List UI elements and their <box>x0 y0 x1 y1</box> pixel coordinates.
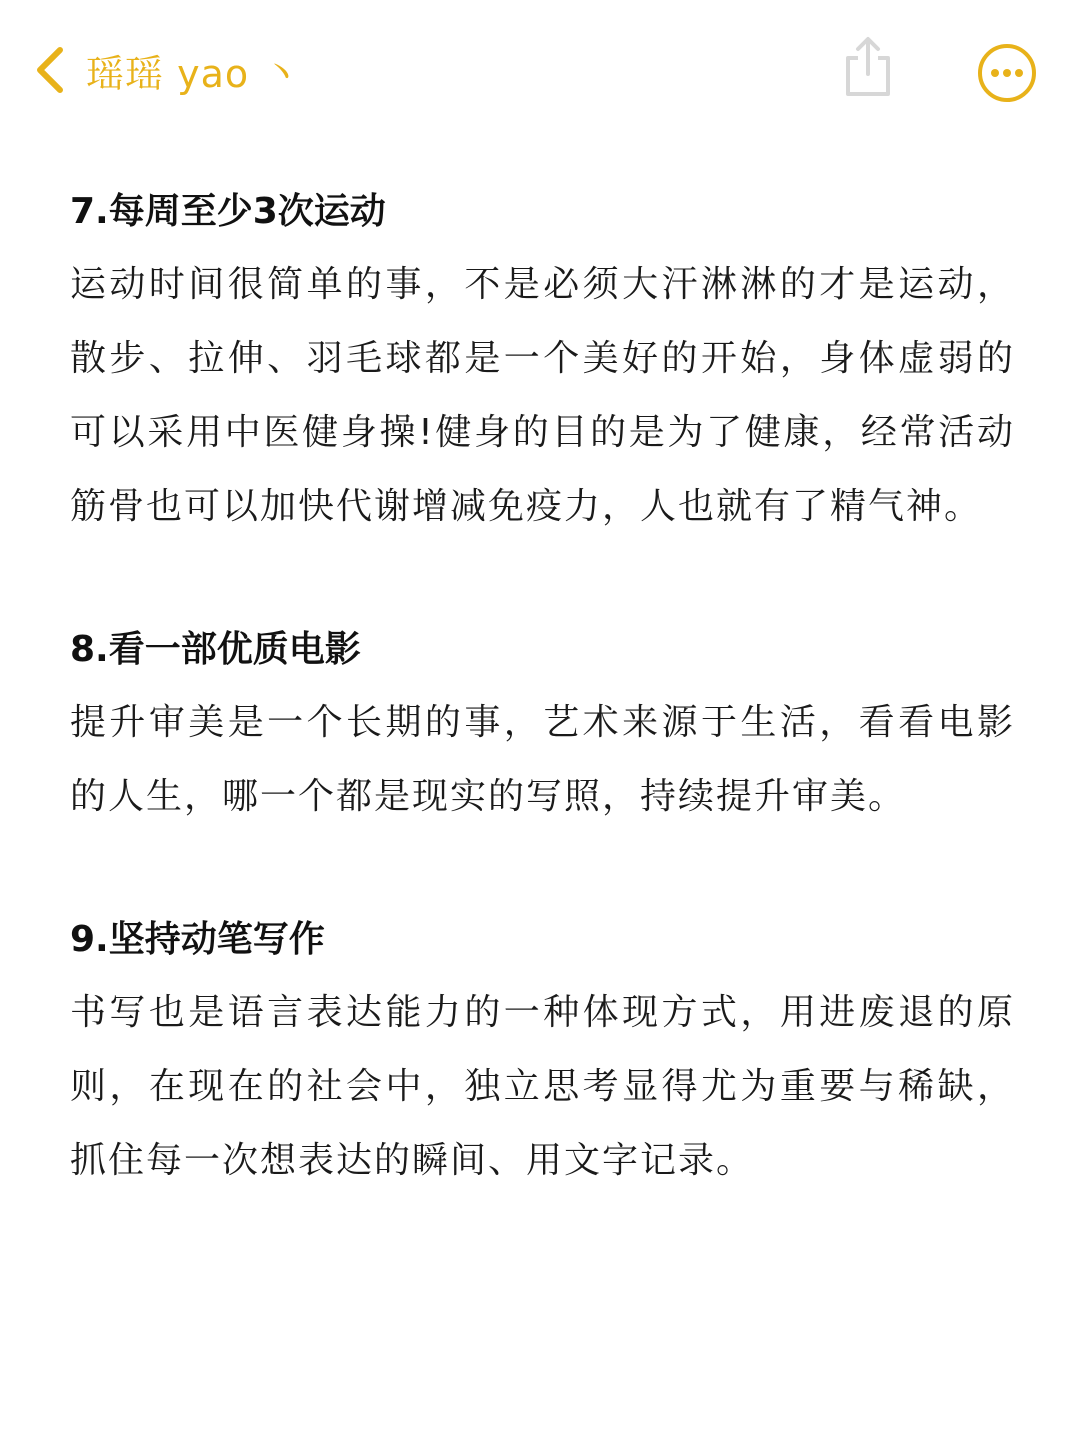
section-exercise <box>70 176 1015 544</box>
back-button[interactable] <box>30 38 301 102</box>
note-content <box>70 176 1015 1198</box>
author-name[interactable]: 瑶瑶 yao 丶 <box>86 51 302 96</box>
section-body: 运动时间很简单的事，不是必须大汗淋淋的才是运动，散步、拉伸、羽毛球都是一个美好的开始，身体虚弱的可以采用中医健身操!健身的目的是为了健康，经常活动筋骨也可以加快代谢增减免疫力，人也就有了精气神。 <box>70 264 1015 527</box>
section-heading: 8.看一部优质电影 <box>70 629 361 670</box>
more-icon[interactable] <box>976 42 1038 104</box>
section-heading: 7.每周至少3次运动 <box>70 191 386 232</box>
nav-bar <box>0 0 1080 140</box>
section-movie <box>70 614 1015 834</box>
section-writing <box>70 904 1015 1198</box>
section-heading: 9.坚持动笔写作 <box>70 919 325 960</box>
share-icon[interactable] <box>840 34 896 100</box>
section-body: 书写也是语言表达能力的一种体现方式，用进废退的原则，在现在的社会中，独立思考显得尤为重要与稀缺，抓住每一次想表达的瞬间、用文字记录。 <box>70 992 1015 1181</box>
chevron-left-icon <box>30 44 70 96</box>
section-body: 提升审美是一个长期的事，艺术来源于生活，看看电影的人生，哪一个都是现实的写照，持续提升审美。 <box>70 702 1015 817</box>
